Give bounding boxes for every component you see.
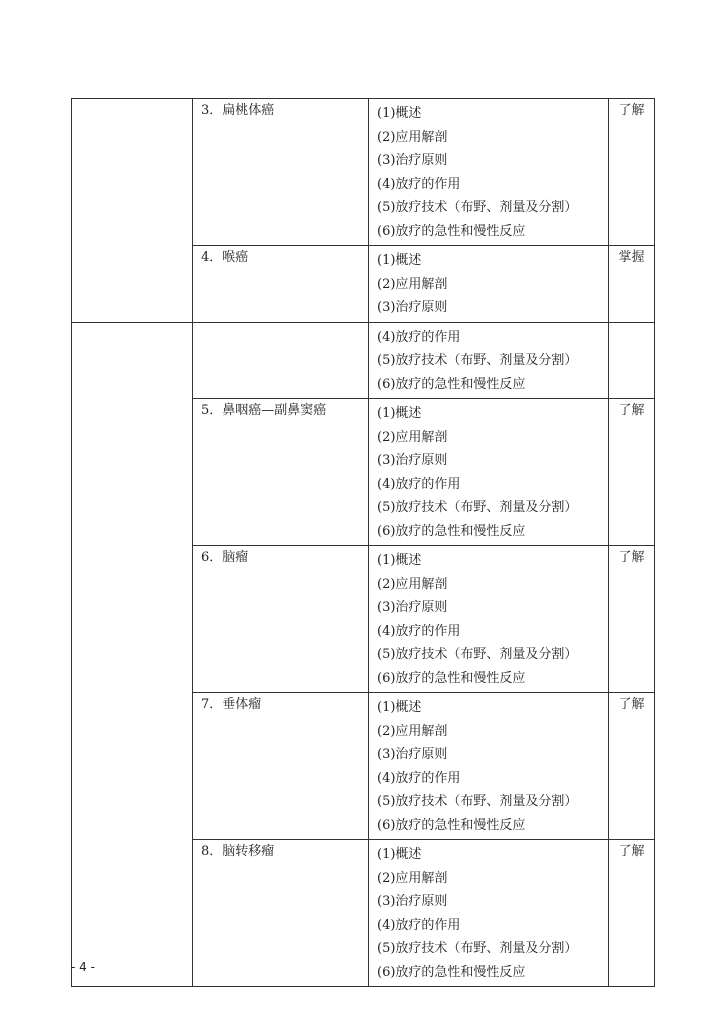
list-item: (1)概述	[377, 847, 422, 862]
list-item: (5)放疗技术（布野、剂量及分割）	[377, 353, 578, 368]
list-item: (3)治疗原则	[377, 453, 448, 468]
level-cell: 了解	[609, 693, 655, 840]
list-item: (3)治疗原则	[377, 600, 448, 615]
level-cell: 了解	[609, 840, 655, 987]
list-item: (1)概述	[377, 700, 422, 715]
topic-cell	[193, 99, 369, 246]
list-item: (4)放疗的作用	[377, 623, 461, 639]
topic-label: 3．扁桃体癌	[201, 103, 275, 118]
list-item: (6)放疗的急性和慢性反应	[377, 523, 526, 539]
list-item: (6)放疗的急性和慢性反应	[377, 817, 526, 833]
list-item: (2)应用解剖	[377, 429, 448, 445]
topic-cell	[193, 399, 369, 546]
items-cell	[369, 399, 609, 546]
syllabus-table	[71, 98, 655, 987]
list-item: (5)放疗技术（布野、剂量及分割）	[377, 500, 578, 515]
topic-label: 8．脑转移瘤	[201, 844, 275, 859]
list-item: (3)治疗原则	[377, 894, 448, 909]
list-item: (3)治疗原则	[377, 747, 448, 762]
level-cell: 掌握	[609, 246, 655, 323]
topic-label: 7．垂体瘤	[201, 697, 262, 712]
list-item: (1)概述	[377, 406, 422, 421]
topic-cell	[193, 322, 369, 399]
level-cell: 了解	[609, 99, 655, 246]
list-item: (2)应用解剖	[377, 129, 448, 145]
items-cell	[369, 840, 609, 987]
list-item: (4)放疗的作用	[377, 329, 461, 345]
topic-label: 6．脑瘤	[201, 550, 249, 565]
table-row	[72, 322, 655, 399]
level-cell: 了解	[609, 546, 655, 693]
list-item: (5)放疗技术（布野、剂量及分割）	[377, 647, 578, 662]
topic-label: 4．喉癌	[201, 250, 249, 265]
level-cell: 了解	[609, 399, 655, 546]
items-cell	[369, 693, 609, 840]
list-item: (3)治疗原则	[377, 300, 448, 315]
topic-label: 5．鼻咽癌—副鼻窦癌	[201, 403, 327, 418]
topic-cell	[193, 693, 369, 840]
list-item: (2)应用解剖	[377, 723, 448, 739]
list-item: (4)放疗的作用	[377, 476, 461, 492]
level-cell	[609, 322, 655, 399]
list-item: (5)放疗技术（布野、剂量及分割）	[377, 200, 578, 215]
page-number: - 4 -	[71, 960, 95, 974]
section-cell	[72, 99, 193, 323]
list-item: (4)放疗的作用	[377, 176, 461, 192]
topic-cell	[193, 546, 369, 693]
list-item: (5)放疗技术（布野、剂量及分割）	[377, 941, 578, 956]
list-item: (1)概述	[377, 553, 422, 568]
list-item: (1)概述	[377, 253, 422, 268]
items-cell	[369, 546, 609, 693]
topic-cell	[193, 246, 369, 323]
list-item: (5)放疗技术（布野、剂量及分割）	[377, 794, 578, 809]
list-item: (1)概述	[377, 106, 422, 121]
list-item: (6)放疗的急性和慢性反应	[377, 964, 526, 980]
list-item: (4)放疗的作用	[377, 917, 461, 933]
table-row	[72, 99, 655, 246]
list-item: (2)应用解剖	[377, 276, 448, 292]
list-item: (6)放疗的急性和慢性反应	[377, 376, 526, 392]
section-cell	[72, 322, 193, 987]
list-item: (2)应用解剖	[377, 870, 448, 886]
items-cell	[369, 322, 609, 399]
list-item: (6)放疗的急性和慢性反应	[377, 670, 526, 686]
topic-cell	[193, 840, 369, 987]
list-item: (2)应用解剖	[377, 576, 448, 592]
items-cell	[369, 246, 609, 323]
list-item: (4)放疗的作用	[377, 770, 461, 786]
list-item: (6)放疗的急性和慢性反应	[377, 223, 526, 239]
items-cell	[369, 99, 609, 246]
list-item: (3)治疗原则	[377, 153, 448, 168]
